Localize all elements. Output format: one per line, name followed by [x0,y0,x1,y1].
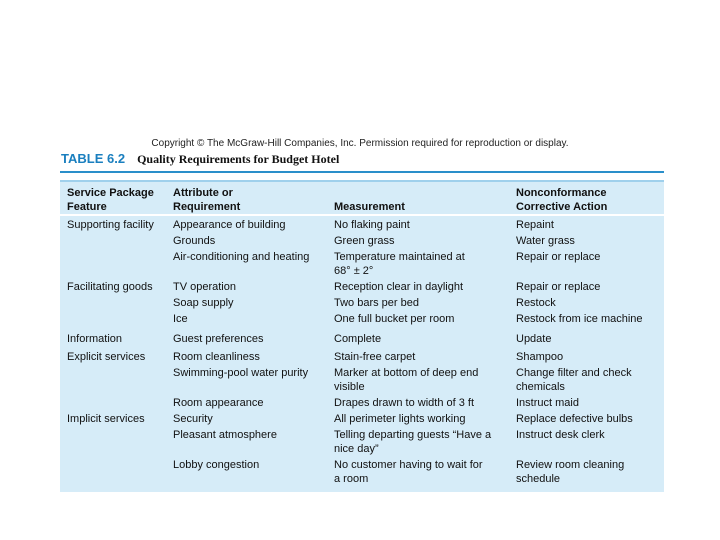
cell-line: Swimming-pool water purity [173,367,309,379]
cell-line: No flaking paint [334,219,410,231]
cell-line: Grounds [173,235,216,247]
header-action-line: Nonconformance [516,187,607,199]
cell-line: Room cleanliness [173,351,260,363]
cell-measurement [334,280,512,294]
cell-attribute [173,366,331,380]
header-feature [67,186,171,214]
header-action [516,186,662,214]
cell-feature [67,350,171,364]
cell-line: Update [516,333,552,345]
cell-line: TV operation [173,281,236,293]
cell-action [516,366,662,394]
cell-line: Soap supply [173,297,234,309]
title-rule [60,171,664,173]
cell-measurement [334,366,512,394]
cell-line: Restock from ice machine [516,313,643,325]
cell-feature [67,280,171,294]
cell-line: Appearance of building [173,219,286,231]
cell-action [516,412,662,426]
header-attribute-line: Requirement [173,201,241,213]
cell-attribute [173,250,331,264]
cell-line: Pleasant atmosphere [173,429,277,441]
cell-line: Replace defective bulbs [516,413,633,425]
cell-line: Implicit services [67,413,145,425]
cell-line: Instruct maid [516,397,579,409]
cell-action [516,312,662,326]
cell-attribute [173,280,331,294]
cell-measurement [334,396,512,410]
cell-measurement [334,218,512,232]
cell-feature [67,332,171,346]
header-action-line: Corrective Action [516,201,608,213]
cell-line: Drapes drawn to width of 3 ft [334,397,475,409]
cell-action [516,280,662,294]
cell-attribute [173,218,331,232]
header-feature-line: Service Package [67,187,154,199]
header-divider [60,214,664,216]
cell-attribute [173,396,331,410]
cell-line: Ice [173,313,188,325]
cell-action [516,234,662,248]
cell-line: Green grass [334,235,395,247]
cell-action [516,296,662,310]
cell-line: Supporting facility [67,219,154,231]
cell-attribute [173,312,331,326]
cell-attribute [173,234,331,248]
cell-line: Air-conditioning and heating [173,251,310,263]
cell-line: Stain-free carpet [334,351,416,363]
cell-line: chemicals [516,381,565,393]
cell-feature [67,218,171,232]
cell-line: No customer having to wait for [334,459,483,471]
header-attribute [173,186,331,214]
cell-line: a room [334,473,369,485]
cell-line: Restock [516,297,556,309]
header-measurement-line: Measurement [334,201,405,213]
cell-attribute [173,458,331,472]
cell-line: Shampoo [516,351,564,363]
cell-feature [67,412,171,426]
cell-action [516,428,662,442]
header-feature-line: Feature [67,201,107,213]
cell-line: All perimeter lights working [334,413,466,425]
cell-line: Marker at bottom of deep end [334,367,479,379]
cell-action [516,218,662,232]
cell-line: Repair or replace [516,251,601,263]
cell-line: 68° ± 2° [334,265,374,277]
cell-line: Change filter and check [516,367,632,379]
cell-line: visible [334,381,365,393]
cell-line: Information [67,333,123,345]
cell-line: Telling departing guests “Have a [334,429,492,441]
cell-line: Water grass [516,235,575,247]
quality-table [60,180,664,492]
cell-action [516,458,662,486]
cell-line: Facilitating goods [67,281,153,293]
table-caption: Quality Requirements for Budget Hotel [137,152,340,166]
cell-line: Temperature maintained at [334,251,465,263]
cell-measurement [334,458,512,486]
cell-measurement [334,234,512,248]
cell-measurement [334,332,512,346]
cell-attribute [173,412,331,426]
cell-line: Reception clear in daylight [334,281,464,293]
table-title [61,151,339,167]
table-label: TABLE 6.2 [61,151,126,166]
header-attribute-line: Attribute or [173,187,233,199]
cell-line: schedule [516,473,561,485]
cell-action [516,250,662,264]
cell-measurement [334,350,512,364]
cell-line: Instruct desk clerk [516,429,605,441]
cell-measurement [334,312,512,326]
cell-action [516,396,662,410]
table-top-border [60,180,664,182]
cell-line: Two bars per bed [334,297,419,309]
copyright-notice: Copyright © The McGraw-Hill Companies, Inc. Permission required for reproduction or display. [151,138,569,149]
header-measurement-line [334,186,512,200]
cell-attribute [173,428,331,442]
cell-measurement [334,428,512,456]
cell-line: nice day” [334,443,379,455]
cell-line: Room appearance [173,397,264,409]
cell-line: Explicit services [67,351,146,363]
cell-line: Lobby congestion [173,459,260,471]
cell-line: One full bucket per room [334,313,455,325]
cell-measurement [334,296,512,310]
cell-attribute [173,332,331,346]
cell-line: Complete [334,333,382,345]
cell-line: Review room cleaning [516,459,625,471]
cell-action [516,332,662,346]
cell-line: Repaint [516,219,554,231]
cell-measurement [334,250,512,278]
cell-attribute [173,296,331,310]
cell-line: Guest preferences [173,333,264,345]
cell-action [516,350,662,364]
cell-line: Repair or replace [516,281,601,293]
cell-measurement [334,412,512,426]
cell-attribute [173,350,331,364]
cell-line: Security [173,413,213,425]
header-measurement [334,186,512,214]
